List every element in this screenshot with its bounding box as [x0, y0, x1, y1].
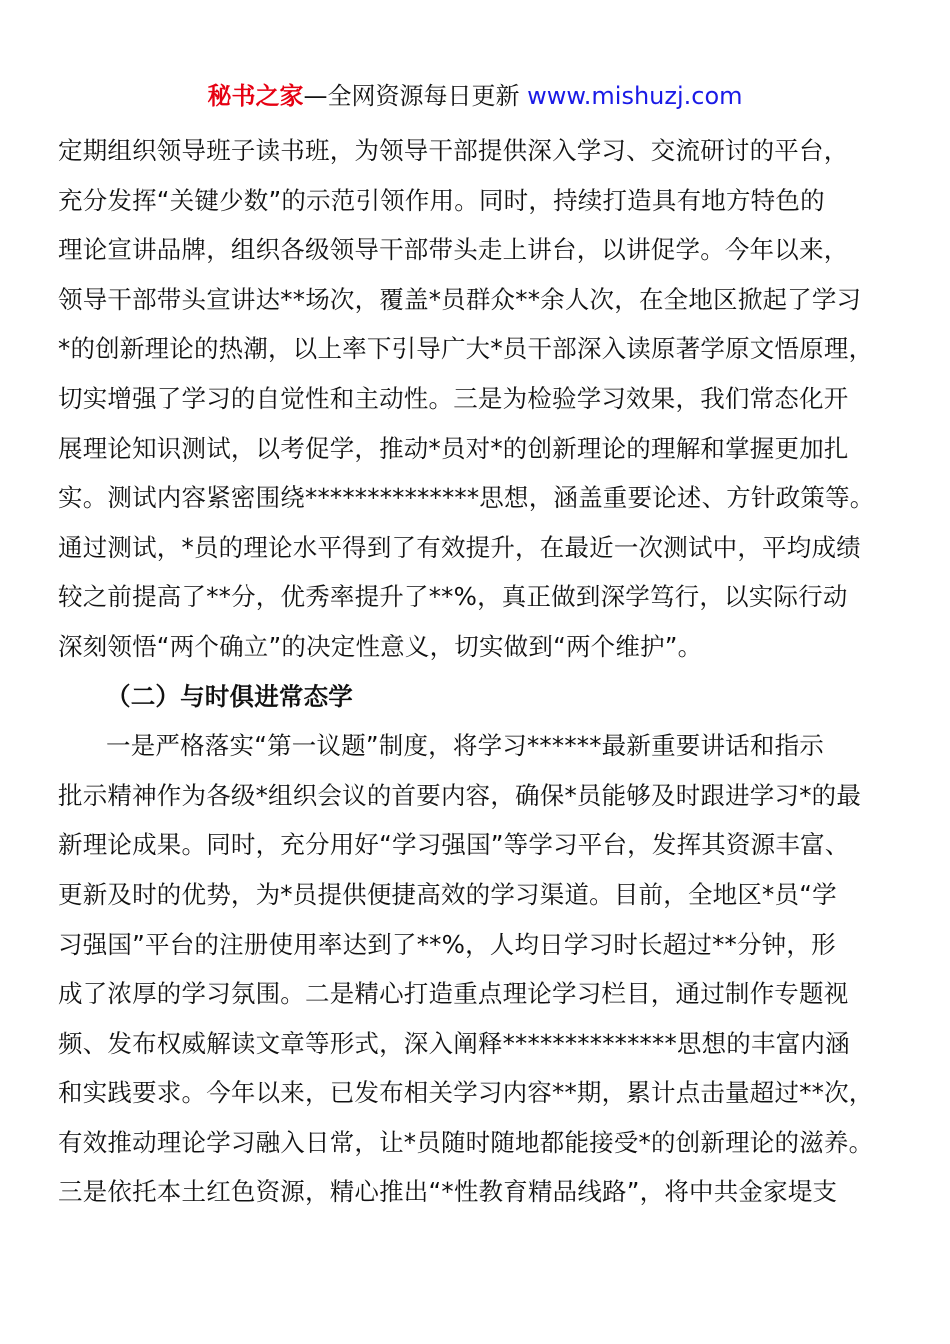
text-line: 理论宣讲品牌，组织各级领导干部带头走上讲台，以讲促学。今年以来，	[58, 235, 849, 265]
text-line: 较之前提高了**分，优秀率提升了**%，真正做到深学笃行，以实际行动	[58, 582, 848, 612]
text-line: 更新及时的优势，为*员提供便捷高效的学习渠道。目前，全地区*员“学	[58, 879, 837, 909]
text-line: 三是依托本土红色资源，精心推出“*性教育精品线路”，将中共金家堤支	[58, 1177, 838, 1207]
text-line: 成了浓厚的学习氛围。二是精心打造重点理论学习栏目，通过制作专题视	[58, 979, 849, 1009]
brand-name: 秘书之家	[207, 82, 304, 110]
section-heading: （二）与时俱进常态学	[106, 681, 353, 711]
text-line: 批示精神作为各级*组织会议的首要内容，确保*员能够及时跟进学习*的最	[58, 780, 862, 810]
text-line: 领导干部带头宣讲达**场次，覆盖*员群众**余人次，在全地区掀起了学习	[58, 284, 862, 314]
text-line: 实。测试内容紧密围绕**************思想，涵盖重要论述、方针政策等。	[58, 483, 875, 513]
text-line: 通过测试，*员的理论水平得到了有效提升，在最近一次测试中，平均成绩	[58, 532, 861, 562]
text-line: 充分发挥“关键少数”的示范引领作用。同时，持续打造具有地方特色的	[58, 185, 825, 215]
text-line: 深刻领悟“两个确立”的决定性意义，切实做到“两个维护”。	[58, 631, 703, 661]
site-url-link[interactable]: www.mishuzj.com	[527, 82, 743, 110]
text-line: 展理论知识测试，以考促学，推动*员对*的创新理论的理解和掌握更加扎	[58, 433, 849, 463]
text-line: *的创新理论的热潮，以上率下引导广大*员干部深入读原著学原文悟原理，	[58, 334, 874, 364]
text-line: 和实践要求。今年以来，已发布相关学习内容**期，累计点击量超过**次，	[58, 1078, 874, 1108]
text-line: 新理论成果。同时，充分用好“学习强国”等学习平台，发挥其资源丰富、	[58, 830, 850, 860]
site-header	[0, 80, 950, 112]
brand-tagline: —全网资源每日更新	[303, 82, 520, 110]
text-line: 习强国”平台的注册使用率达到了**%，人均日学习时长超过**分钟，形	[58, 929, 836, 959]
text-line: 一是严格落实“第一议题”制度，将学习******最新重要讲话和指示	[106, 731, 824, 761]
text-line: 频、发布权威解读文章等形式，深入阐释**************思想的丰富内涵	[58, 1028, 850, 1058]
text-line: 切实增强了学习的自觉性和主动性。三是为检验学习效果，我们常态化开	[58, 383, 849, 413]
text-line: 有效推动理论学习融入日常，让*员随时随地都能接受*的创新理论的滋养。	[58, 1127, 874, 1157]
text-line: 定期组织领导班子读书班，为领导干部提供深入学习、交流研讨的平台，	[58, 136, 849, 165]
document-body	[58, 126, 908, 1217]
